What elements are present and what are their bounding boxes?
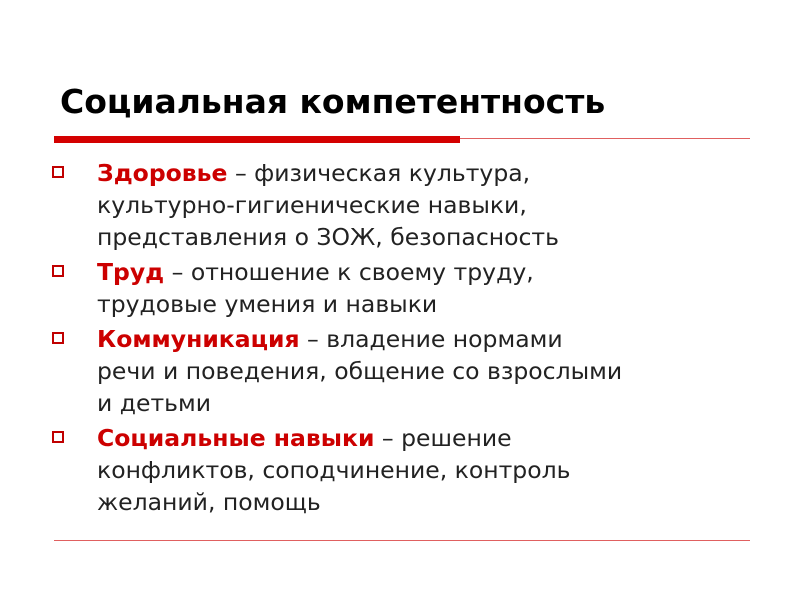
bullet-first-line: [97, 157, 766, 189]
bullet-term: Труд: [97, 258, 165, 286]
bullet-text: речи и поведения, общение со взрослыми: [97, 357, 623, 385]
slide-title: Социальная компетентность: [60, 82, 606, 121]
bullet-text: конфликтов, соподчинение, контроль: [97, 456, 571, 484]
bullet-first-line: [97, 422, 766, 454]
square-bullet-icon: [52, 431, 64, 443]
bullet-list: [46, 157, 766, 521]
bullet-item-health: [46, 157, 766, 253]
square-bullet-icon: [52, 332, 64, 344]
bullet-term: Социальные навыки: [97, 424, 375, 452]
bullet-text: – отношение к своему труду,: [164, 258, 534, 286]
bullet-item-communication: [46, 323, 766, 419]
title-underline-accent: [54, 136, 460, 143]
square-bullet-icon: [52, 166, 64, 178]
bullet-text: представления о ЗОЖ, безопасность: [97, 223, 559, 251]
bullet-text: – решение: [374, 424, 512, 452]
bullet-item-labor: [46, 256, 766, 320]
bullet-first-line: [97, 323, 766, 355]
bullet-text: – владение нормами: [299, 325, 563, 353]
bullet-first-line: [97, 256, 766, 288]
bullet-text: трудовые умения и навыки: [97, 290, 438, 318]
bullet-text: – физическая культура,: [227, 159, 531, 187]
square-bullet-icon: [52, 265, 64, 277]
bullet-term: Коммуникация: [97, 325, 300, 353]
footer-divider: [54, 540, 750, 541]
bullet-text: и детьми: [97, 389, 211, 417]
bullet-term: Здоровье: [97, 159, 228, 187]
bullet-text: культурно-гигиенические навыки,: [97, 191, 527, 219]
bullet-text: желаний, помощь: [97, 488, 321, 516]
bullet-item-social-skills: [46, 422, 766, 518]
